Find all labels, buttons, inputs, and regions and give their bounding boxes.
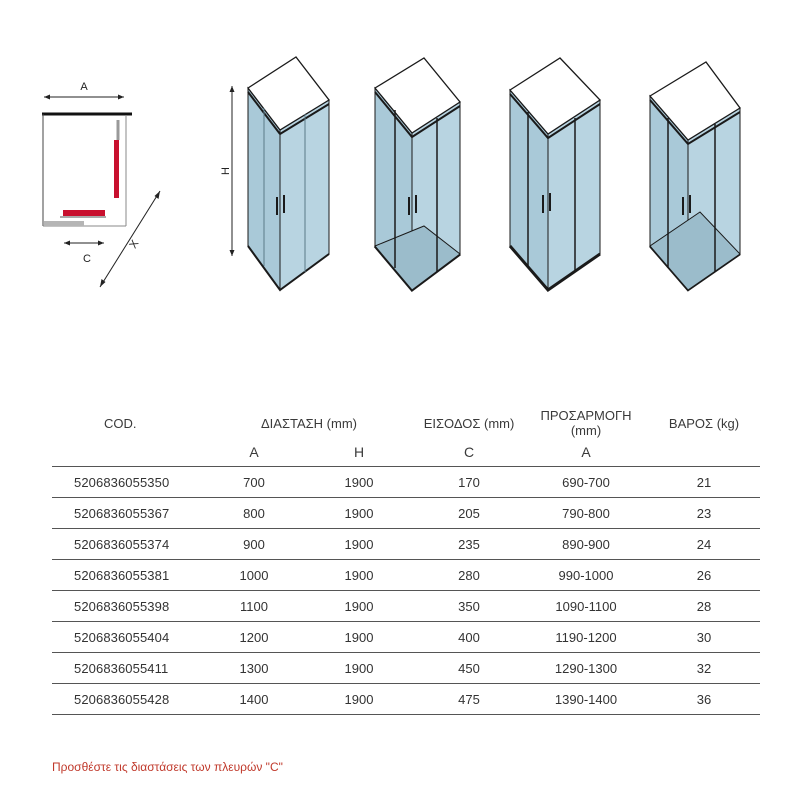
- cell-c: 280: [414, 560, 524, 591]
- cell-h: 1900: [304, 529, 414, 560]
- cell-code: 5206836055350: [52, 467, 204, 498]
- footnote: Προσθέστε τις διαστάσεις των πλευρών "C": [52, 760, 283, 774]
- cell-weight: 23: [648, 498, 760, 529]
- arrow-right-icon: [118, 95, 124, 100]
- table-row: [52, 529, 760, 560]
- plan-label-c: C: [83, 253, 91, 265]
- cell-c: 450: [414, 653, 524, 684]
- product-diagrams: [0, 0, 800, 330]
- cell-c: 235: [414, 529, 524, 560]
- cell-h: 1900: [304, 467, 414, 498]
- arrow-left-icon: [64, 241, 70, 246]
- plan-label-x: X: [127, 238, 142, 251]
- cell-h: 1900: [304, 622, 414, 653]
- subheader-empty: [648, 438, 760, 467]
- cell-h: 1900: [304, 653, 414, 684]
- cell-h: 1900: [304, 684, 414, 715]
- header-entry: ΕΙΣΟΔΟΣ (mm): [423, 415, 515, 431]
- cell-adjust: 1090-1100: [524, 591, 648, 622]
- header-weight: ΒΑΡΟΣ (kg): [668, 415, 740, 431]
- table-row: [52, 622, 760, 653]
- cell-code: 5206836055428: [52, 684, 204, 715]
- cell-c: 205: [414, 498, 524, 529]
- cell-adjust: 990-1000: [524, 560, 648, 591]
- cell-adjust: 1190-1200: [524, 622, 648, 653]
- cell-weight: 24: [648, 529, 760, 560]
- cell-weight: 21: [648, 467, 760, 498]
- plan-tray: [44, 221, 84, 226]
- shower-enclosure-view-1: [248, 57, 329, 290]
- plan-door-bottom: [63, 210, 105, 216]
- cell-h: 1900: [304, 591, 414, 622]
- arrow-down-icon: [230, 250, 235, 256]
- cell-c: 350: [414, 591, 524, 622]
- cell-code: 5206836055398: [52, 591, 204, 622]
- header-dimension: ΔΙΑΣΤΑΣΗ (mm): [261, 415, 358, 431]
- table-row: [52, 498, 760, 529]
- subheader-c: C: [414, 438, 524, 467]
- cell-h: 1900: [304, 560, 414, 591]
- height-dimension: [220, 86, 235, 256]
- cell-a: 1000: [204, 560, 304, 591]
- shower-enclosure-view-3: [510, 58, 600, 290]
- door-handle-icon: [283, 195, 285, 213]
- plan-door-right: [114, 140, 119, 198]
- table-row: [52, 467, 760, 498]
- subheader-adjust-a: A: [524, 438, 648, 467]
- cell-a: 800: [204, 498, 304, 529]
- door-handle-icon: [682, 197, 684, 215]
- cell-adjust: 890-900: [524, 529, 648, 560]
- subheader-a: A: [204, 438, 304, 467]
- cell-adjust: 1290-1300: [524, 653, 648, 684]
- door-handle-icon: [408, 197, 410, 215]
- header-code: COD.: [104, 415, 137, 431]
- cell-weight: 30: [648, 622, 760, 653]
- plan-label-a: A: [80, 81, 88, 93]
- arrow-up-icon: [230, 86, 235, 92]
- cell-a: 900: [204, 529, 304, 560]
- cell-code: 5206836055381: [52, 560, 204, 591]
- cell-a: 700: [204, 467, 304, 498]
- plan-view-diagram: [42, 81, 160, 287]
- table-row: [52, 653, 760, 684]
- cell-adjust: 1390-1400: [524, 684, 648, 715]
- table-row: [52, 684, 760, 715]
- door-handle-icon: [549, 193, 551, 211]
- cell-code: 5206836055374: [52, 529, 204, 560]
- door-handle-icon: [276, 197, 278, 215]
- cell-weight: 28: [648, 591, 760, 622]
- table-row: [52, 560, 760, 591]
- cell-weight: 36: [648, 684, 760, 715]
- cell-a: 1100: [204, 591, 304, 622]
- door-handle-icon: [542, 195, 544, 213]
- spec-table: [52, 408, 760, 715]
- cell-a: 1300: [204, 653, 304, 684]
- cell-c: 400: [414, 622, 524, 653]
- table-header-row: [52, 408, 760, 438]
- header-adjust: ΠΡΟΣΑΡΜΟΓΗ (mm): [540, 408, 632, 438]
- cell-adjust: 790-800: [524, 498, 648, 529]
- cell-h: 1900: [304, 498, 414, 529]
- cell-adjust: 690-700: [524, 467, 648, 498]
- cell-a: 1400: [204, 684, 304, 715]
- subheader-h: H: [304, 438, 414, 467]
- table-subheader-row: [52, 438, 760, 467]
- door-handle-icon: [689, 195, 691, 213]
- cell-code: 5206836055367: [52, 498, 204, 529]
- cell-c: 475: [414, 684, 524, 715]
- door-handle-icon: [415, 195, 417, 213]
- subheader-empty: [52, 438, 204, 467]
- shower-enclosure-view-4: [650, 62, 740, 290]
- cell-c: 170: [414, 467, 524, 498]
- arrow-right-icon: [98, 241, 104, 246]
- cell-a: 1200: [204, 622, 304, 653]
- height-label: H: [220, 167, 232, 175]
- cell-weight: 32: [648, 653, 760, 684]
- cell-weight: 26: [648, 560, 760, 591]
- cell-code: 5206836055411: [52, 653, 204, 684]
- table-row: [52, 591, 760, 622]
- shower-enclosure-view-2: [375, 58, 460, 290]
- arrow-left-icon: [44, 95, 50, 100]
- cell-code: 5206836055404: [52, 622, 204, 653]
